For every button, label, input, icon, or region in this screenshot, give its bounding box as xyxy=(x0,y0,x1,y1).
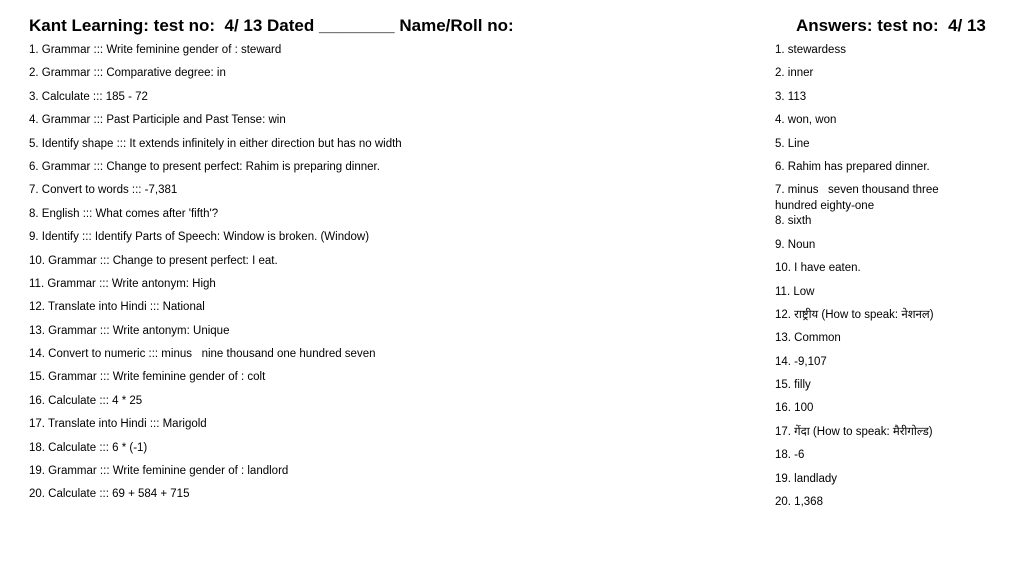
answer-item: 18. -6 xyxy=(775,449,805,462)
answer-item: 9. Noun xyxy=(775,238,816,251)
question-item: 19. Grammar ::: Write feminine gender of : landlord xyxy=(29,465,289,478)
answer-item: 4. won, won xyxy=(775,114,837,127)
answer-item: 1. stewardess xyxy=(775,44,846,56)
answer-item: 13. Common xyxy=(775,332,841,345)
answer-item: 10. I have eaten. xyxy=(775,262,861,275)
answer-item: 8. sixth xyxy=(775,215,812,228)
question-item: 2. Grammar ::: Comparative degree: in xyxy=(29,67,226,80)
question-item: 6. Grammar ::: Change to present perfect: Rahim is preparing dinner. xyxy=(29,160,380,173)
question-item: 5. Identify shape ::: It extends infinitely in either direction but has no width xyxy=(29,137,402,150)
answer-item: 17. गेंदा (How to speak: मैरीगोल्ड) xyxy=(775,425,933,438)
answer-item: 19. landlady xyxy=(775,472,838,485)
question-item: 1. Grammar ::: Write feminine gender of : steward xyxy=(29,44,282,56)
answer-item: 5. Line xyxy=(775,137,810,150)
question-item: 20. Calculate ::: 69 + 584 + 715 xyxy=(29,488,190,501)
question-item: 7. Convert to words ::: -7,381 xyxy=(29,184,178,197)
question-item: 3. Calculate ::: 185 - 72 xyxy=(29,90,148,103)
answer-item: 6. Rahim has prepared dinner. xyxy=(775,160,930,173)
answers-title: Answers: test no: 4/ 13 xyxy=(796,16,986,35)
answer-item: 16. 100 xyxy=(775,402,814,415)
answer-item: 20. 1,368 xyxy=(775,496,823,509)
question-item: 18. Calculate ::: 6 * (-1) xyxy=(29,441,148,454)
question-item: 12. Translate into Hindi ::: National xyxy=(29,301,205,314)
question-item: 16. Calculate ::: 4 * 25 xyxy=(29,394,143,407)
answer-item: 14. -9,107 xyxy=(775,355,827,368)
answer-item: 2. inner xyxy=(775,67,814,80)
question-item: 13. Grammar ::: Write antonym: Unique xyxy=(29,324,230,337)
answer-item: 12. राष्ट्रीय (How to speak: नेशनल) xyxy=(775,308,934,321)
question-item: 17. Translate into Hindi ::: Marigold xyxy=(29,418,207,431)
questions-list xyxy=(29,43,729,511)
answer-item: 7. minus seven thousand three hundred eighty-one xyxy=(775,184,942,212)
question-item: 15. Grammar ::: Write feminine gender of : colt xyxy=(29,371,266,384)
answer-item: 11. Low xyxy=(775,285,815,298)
answers-list xyxy=(775,43,975,518)
question-item: 9. Identify ::: Identify Parts of Speech: Window is broken. (Window) xyxy=(29,231,370,244)
question-item: 11. Grammar ::: Write antonym: High xyxy=(29,277,216,290)
answer-item: 3. 113 xyxy=(775,90,807,103)
test-title: Kant Learning: test no: 4/ 13 Dated ________ Name/Roll no: xyxy=(29,16,514,35)
question-item: 4. Grammar ::: Past Participle and Past Tense: win xyxy=(29,114,286,127)
question-item: 10. Grammar ::: Change to present perfect: I eat. xyxy=(29,254,278,267)
question-item: 14. Convert to numeric ::: minus nine thousand one hundred seven xyxy=(29,348,376,361)
answer-item: 15. filly xyxy=(775,379,811,392)
question-item: 8. English ::: What comes after 'fifth'? xyxy=(29,207,219,220)
